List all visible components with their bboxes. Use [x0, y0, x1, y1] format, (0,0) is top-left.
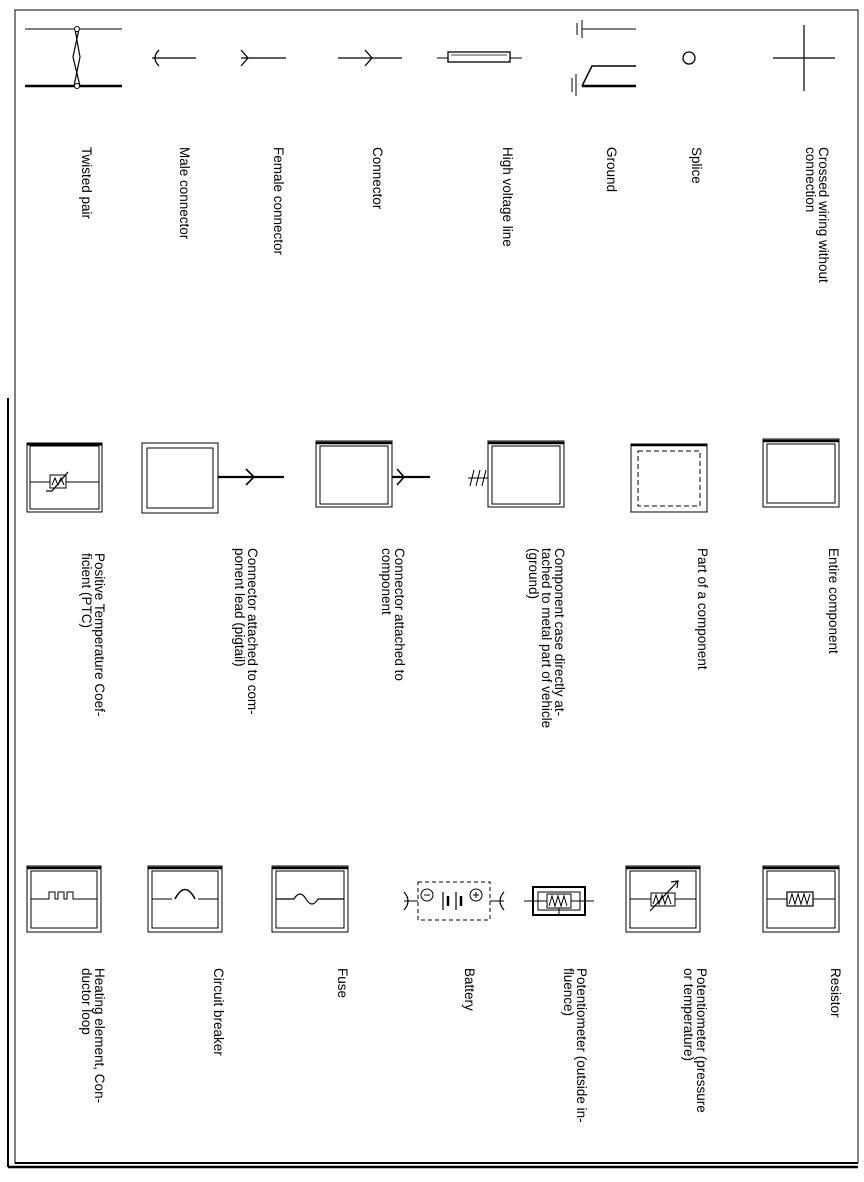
fuse-icon: [272, 866, 348, 932]
entire-component-icon: [763, 439, 839, 507]
twisted-pair-icon: [25, 27, 122, 89]
connector-pigtail-icon: [142, 443, 284, 513]
label-line: Circuit breaker: [211, 968, 226, 1056]
label-twisted-pair: [79, 147, 94, 220]
potentiometer-pressure-icon: [626, 866, 700, 932]
label-line: Part of a component: [695, 548, 710, 670]
label-line: Ground: [604, 147, 619, 193]
label-line: Potentiometer (pressure: [694, 968, 709, 1113]
label-line: Connector: [370, 147, 385, 210]
battery-icon: [404, 882, 504, 920]
label-line: Male connector: [177, 147, 192, 240]
label-splice: [689, 147, 704, 184]
label-connector-component: [379, 548, 407, 685]
ground-icon: [572, 20, 636, 96]
splice-icon: [683, 52, 695, 64]
part-of-component-icon: [631, 444, 707, 512]
label-ground: [604, 147, 619, 192]
label-entire-component: [826, 548, 841, 654]
label-line: Connector attached to com-: [245, 548, 260, 715]
label-line: tached to metal part of vehicle: [539, 548, 554, 729]
female-connector-icon: [241, 50, 286, 66]
connector-component-icon: [316, 441, 430, 507]
label-line: Crossed wiring without: [816, 147, 831, 283]
high-voltage-line-icon: [437, 52, 522, 62]
page-frame: [8, 10, 858, 1167]
male-connector-icon: [152, 50, 196, 66]
label-line: fluence): [561, 968, 576, 1017]
label-line: ductor loop: [79, 968, 94, 1035]
label-line: (ground): [526, 548, 541, 600]
component-case-ground-icon: [468, 441, 564, 507]
connector-icon: [338, 50, 402, 66]
heating-element-icon: [27, 866, 101, 932]
label-battery: [462, 968, 477, 1011]
label-line: Component case directly at-: [552, 548, 567, 717]
label-crossed-wiring: [803, 147, 831, 287]
label-line: Potentiometer (outside in-: [574, 968, 589, 1123]
label-line: Connector attached to: [392, 548, 407, 681]
label-high-voltage-line: [500, 147, 515, 247]
label-ptc: [79, 553, 107, 720]
circuit-breaker-icon: [148, 866, 222, 932]
label-line: ponent lead (pigtail): [232, 548, 247, 667]
label-circuit-breaker: [211, 968, 226, 1056]
label-line: Female connector: [271, 147, 286, 256]
label-connector-pigtail: [232, 548, 260, 718]
label-part-of-component: [695, 548, 710, 670]
label-line: ficient (PTC): [79, 553, 94, 629]
label-resistor: [828, 968, 843, 1018]
label-line: connection: [803, 147, 818, 213]
label-fuse: [335, 968, 350, 998]
label-heating-element: [79, 968, 107, 1107]
label-line: or temperature): [681, 968, 696, 1062]
label-line: Entire component: [826, 548, 841, 654]
crossed-wiring-icon: [773, 25, 835, 91]
label-line: Heating element, Con-: [92, 968, 107, 1104]
label-line: Resistor: [828, 968, 843, 1018]
label-line: Fuse: [335, 968, 350, 999]
label-female-connector: [271, 147, 286, 256]
label-connector: [370, 147, 385, 210]
label-potentiometer-outside: [561, 968, 589, 1126]
label-line: Twisted pair: [79, 147, 94, 220]
label-line: Positive Temperature Coef-: [92, 553, 107, 717]
label-potentiometer-pressure: [681, 968, 709, 1117]
label-component-case-ground: [526, 548, 567, 732]
label-line: High voltage line: [500, 147, 515, 247]
resistor-icon: [763, 866, 839, 932]
label-line: Splice: [689, 147, 704, 184]
label-line: Battery: [462, 968, 477, 1011]
ptc-icon: [27, 443, 102, 512]
potentiometer-outside-icon: [524, 887, 594, 915]
label-male-connector: [177, 147, 192, 240]
label-line: component: [379, 548, 394, 615]
